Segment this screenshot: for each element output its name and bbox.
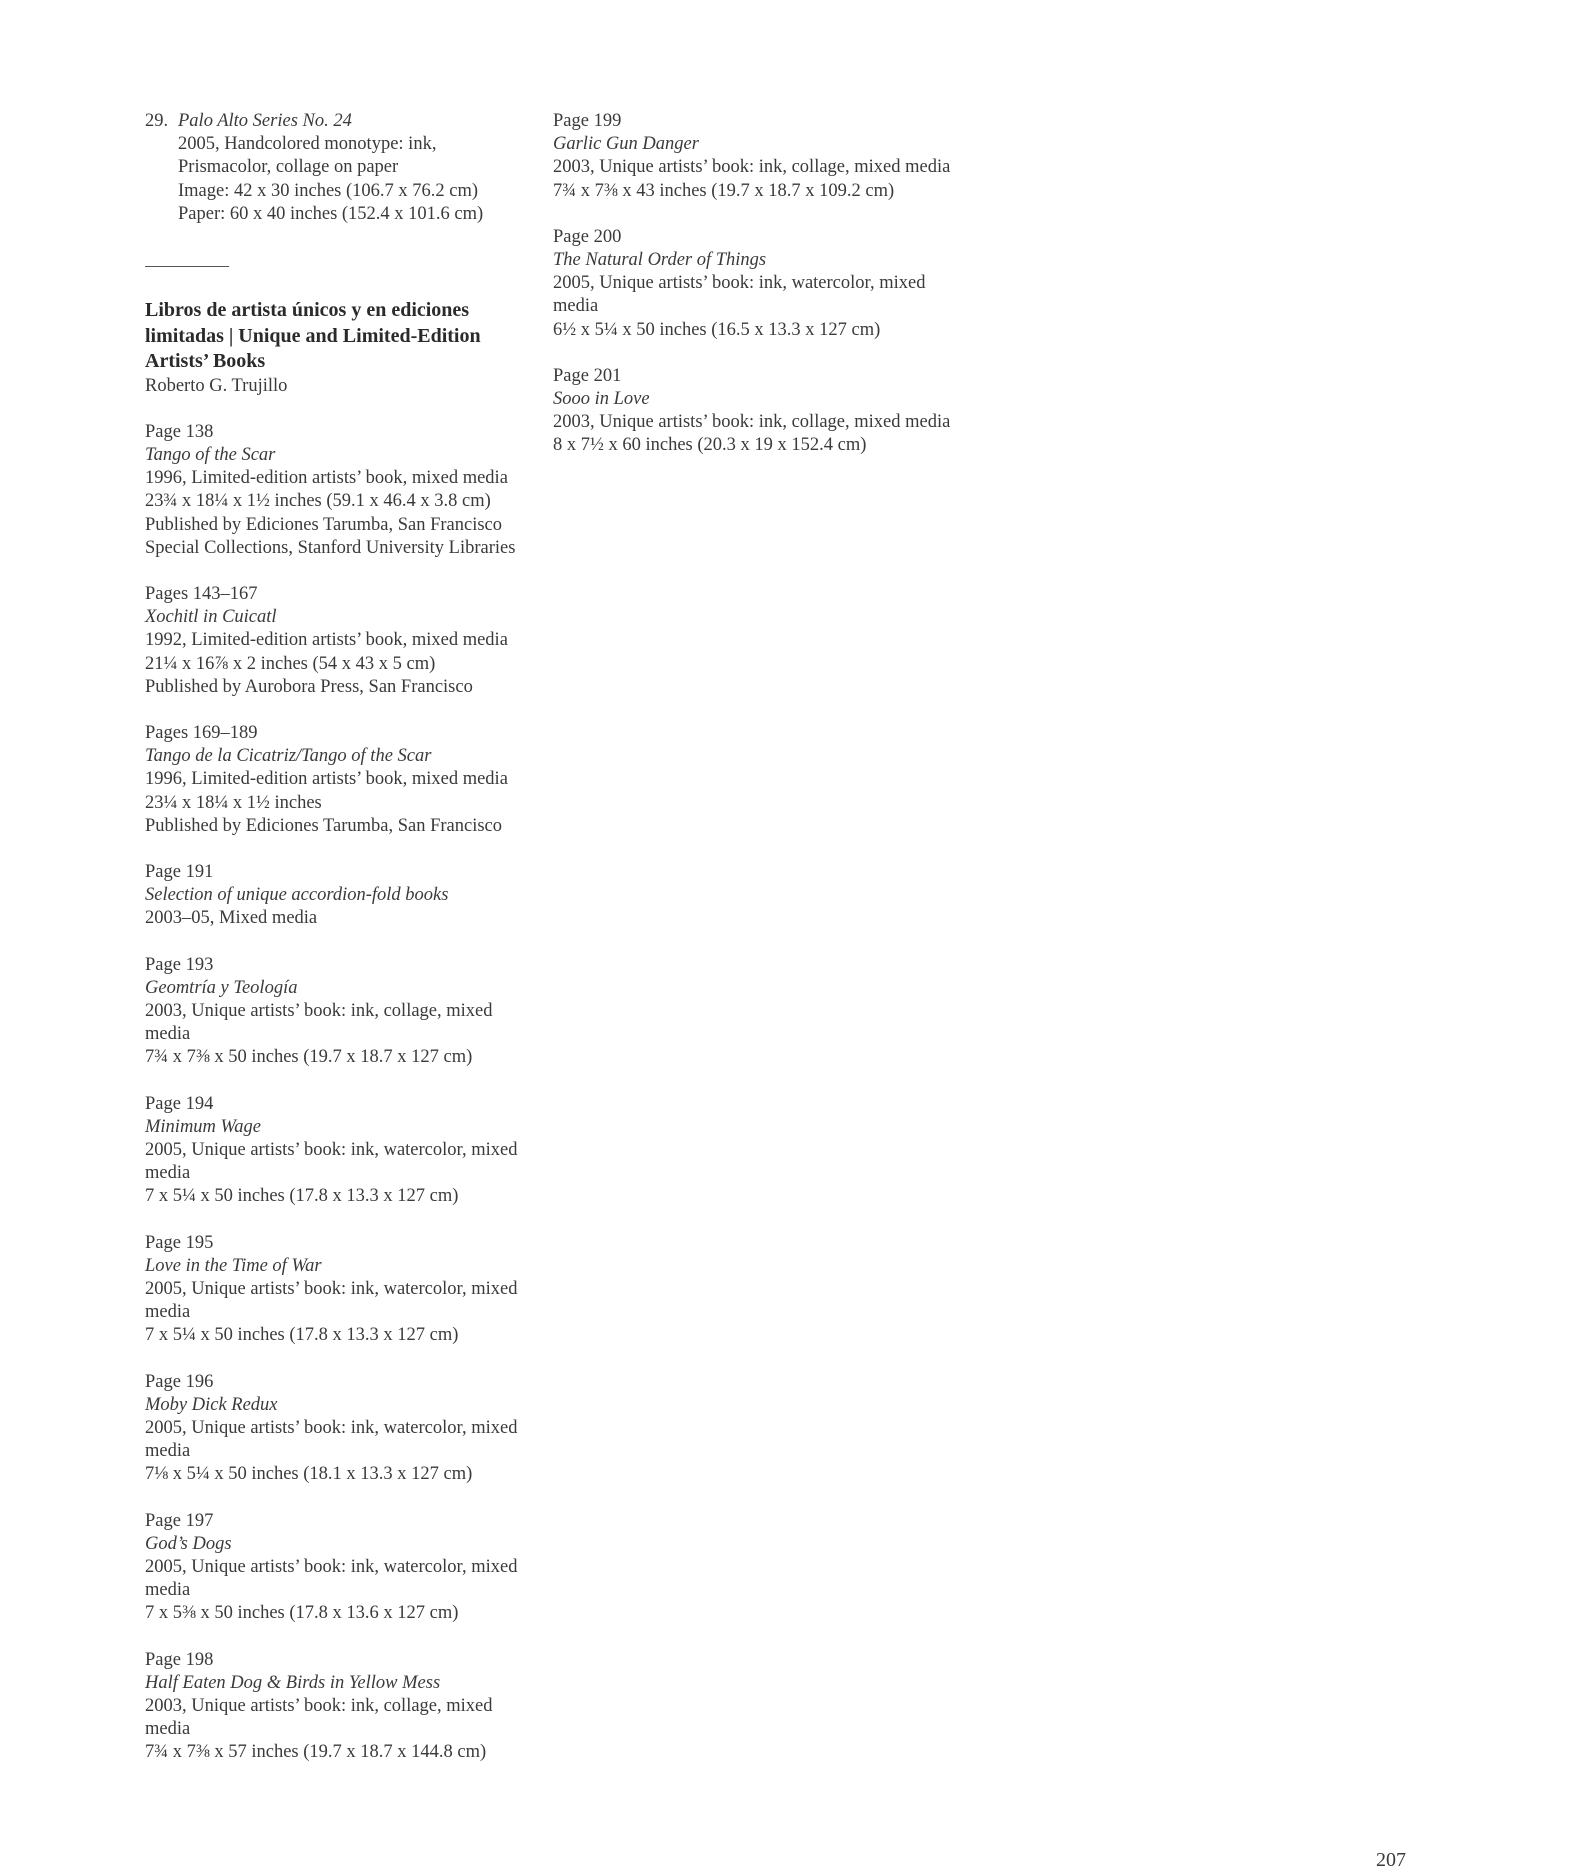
entry-detail: 1996, Limited-edition artists’ book, mixed media xyxy=(145,769,508,790)
catalog-entry xyxy=(145,1232,535,1348)
entry-detail: 7⅛ x 5¼ x 50 inches (18.1 x 13.3 x 127 cm) xyxy=(145,1464,473,1485)
catalog-entry-29 xyxy=(145,110,535,226)
entry-detail: Published by Aurobora Press, San Francisco xyxy=(145,676,473,697)
catalog-entry xyxy=(145,1371,535,1487)
catalog-entry xyxy=(145,1093,535,1209)
entry-detail: 1992, Limited-edition artists’ book, mixed media xyxy=(145,630,508,651)
catalog-entry xyxy=(553,365,953,458)
entry-detail: 2005, Unique artists’ book: ink, watercolor, mixed media xyxy=(145,1418,518,1462)
entry-detail: 2005, Unique artists’ book: ink, watercolor, mixed media xyxy=(145,1140,518,1184)
entry-title: Geomtría y Teología xyxy=(145,977,298,998)
entry-detail: Special Collections, Stanford University Libraries xyxy=(145,537,516,558)
entry-title: God’s Dogs xyxy=(145,1533,232,1554)
entry-detail: 2003, Unique artists’ book: ink, collage, mixed media xyxy=(145,1696,493,1740)
entry-title: Tango of the Scar xyxy=(145,444,276,465)
catalog-entry xyxy=(145,1510,535,1626)
entry-detail: Published by Ediciones Tarumba, San Francisco xyxy=(145,514,503,535)
entry-page-ref: Page 193 xyxy=(145,954,214,975)
entry-title: Half Eaten Dog & Birds in Yellow Mess xyxy=(145,1672,441,1693)
catalog-entry xyxy=(145,583,535,699)
entry-title: Minimum Wage xyxy=(145,1116,261,1137)
entry-detail: Image: 42 x 30 inches (106.7 x 76.2 cm) xyxy=(178,180,479,201)
entry-detail: 2003, Unique artists’ book: ink, collage, mixed media xyxy=(553,157,951,178)
entry-detail: 7¾ x 7⅜ x 43 inches (19.7 x 18.7 x 109.2 cm) xyxy=(553,180,895,201)
left-entry-list xyxy=(145,421,535,1765)
entry-page-ref: Page 199 xyxy=(553,111,622,131)
entry-title: Xochitl in Cuicatl xyxy=(145,607,277,628)
entry-page-ref: Page 200 xyxy=(553,226,622,247)
entry-page-ref: Pages 169–189 xyxy=(145,722,258,743)
entry-detail: 7 x 5¼ x 50 inches (17.8 x 13.3 x 127 cm) xyxy=(145,1186,459,1207)
entry-detail: Paper: 60 x 40 inches (152.4 x 101.6 cm) xyxy=(178,203,484,224)
entry-detail: 23¾ x 18¼ x 1½ inches (59.1 x 46.4 x 3.8 cm) xyxy=(145,491,491,512)
section-heading: Libros de artista únicos y en ediciones limitadas | Unique and Limited-Edition Artists’ Books xyxy=(145,299,481,373)
entry-page-ref: Page 138 xyxy=(145,421,214,442)
entry-page-ref: Pages 143–167 xyxy=(145,583,258,604)
entry-page-ref: Page 197 xyxy=(145,1510,214,1531)
catalog-entry xyxy=(145,1649,535,1765)
entry-page-ref: Page 201 xyxy=(553,365,622,386)
entry-page-ref: Page 194 xyxy=(145,1093,214,1114)
catalog-entry xyxy=(553,110,953,203)
catalog-entry xyxy=(145,722,535,838)
entry-title: Moby Dick Redux xyxy=(145,1394,278,1415)
entry-title: Selection of unique accordion-fold books xyxy=(145,885,449,906)
entry-detail: 7¾ x 7⅜ x 50 inches (19.7 x 18.7 x 127 cm) xyxy=(145,1047,473,1068)
left-column xyxy=(145,110,535,1788)
entry-detail: 7 x 5⅜ x 50 inches (17.8 x 13.6 x 127 cm) xyxy=(145,1603,459,1624)
entry-title: Tango de la Cicatriz/Tango of the Scar xyxy=(145,746,432,767)
entry-page-ref: Page 195 xyxy=(145,1232,214,1253)
section-divider xyxy=(145,266,229,267)
entry-title: Garlic Gun Danger xyxy=(553,134,699,155)
entry-title: Sooo in Love xyxy=(553,389,650,410)
entry-page-ref: Page 191 xyxy=(145,861,214,882)
entry-detail: 2005, Unique artists’ book: ink, watercolor, mixed media xyxy=(145,1557,518,1601)
entry-title: Palo Alto Series No. 24 xyxy=(178,111,352,131)
entry-detail: 2005, Handcolored monotype: ink, xyxy=(178,134,437,155)
entry-detail: 23¼ x 18¼ x 1½ inches xyxy=(145,792,322,813)
entry-detail: 2003, Unique artists’ book: ink, collage, mixed media xyxy=(553,412,951,433)
entry-detail: 2005, Unique artists’ book: ink, watercolor, mixed media xyxy=(145,1279,518,1323)
entry-detail: 21¼ x 16⅞ x 2 inches (54 x 43 x 5 cm) xyxy=(145,653,436,674)
entry-detail: 1996, Limited-edition artists’ book, mixed media xyxy=(145,468,508,489)
entry-title: Love in the Time of War xyxy=(145,1255,322,1276)
section-author: Roberto G. Trujillo xyxy=(145,375,288,396)
entry-page-ref: Page 196 xyxy=(145,1371,214,1392)
catalog-entry xyxy=(145,861,535,931)
entry-title: The Natural Order of Things xyxy=(553,250,767,271)
entry-page-ref: Page 198 xyxy=(145,1649,214,1670)
entry-detail: 2005, Unique artists’ book: ink, watercolor, mixed media xyxy=(553,273,926,317)
entry-number: 29. xyxy=(145,111,169,131)
right-entry-list xyxy=(553,110,953,458)
catalog-entry xyxy=(145,954,535,1070)
catalog-entry xyxy=(145,421,535,560)
entry-detail: 6½ x 5¼ x 50 inches (16.5 x 13.3 x 127 cm) xyxy=(553,319,881,340)
page-number: 207 xyxy=(1376,1849,1406,1871)
entry-detail: 7¾ x 7⅜ x 57 inches (19.7 x 18.7 x 144.8 cm) xyxy=(145,1742,487,1763)
entry-detail: Prismacolor, collage on paper xyxy=(178,157,399,178)
right-column xyxy=(553,110,953,481)
entry-detail: 2003, Unique artists’ book: ink, collage, mixed media xyxy=(145,1000,493,1045)
entry-detail: 2003–05, Mixed media xyxy=(145,908,318,929)
catalog-entry xyxy=(553,226,953,342)
entry-detail: 7 x 5¼ x 50 inches (17.8 x 13.3 x 127 cm) xyxy=(145,1325,459,1346)
entry-detail: 8 x 7½ x 60 inches (20.3 x 19 x 152.4 cm) xyxy=(553,435,867,456)
entry-detail: Published by Ediciones Tarumba, San Francisco xyxy=(145,815,503,836)
